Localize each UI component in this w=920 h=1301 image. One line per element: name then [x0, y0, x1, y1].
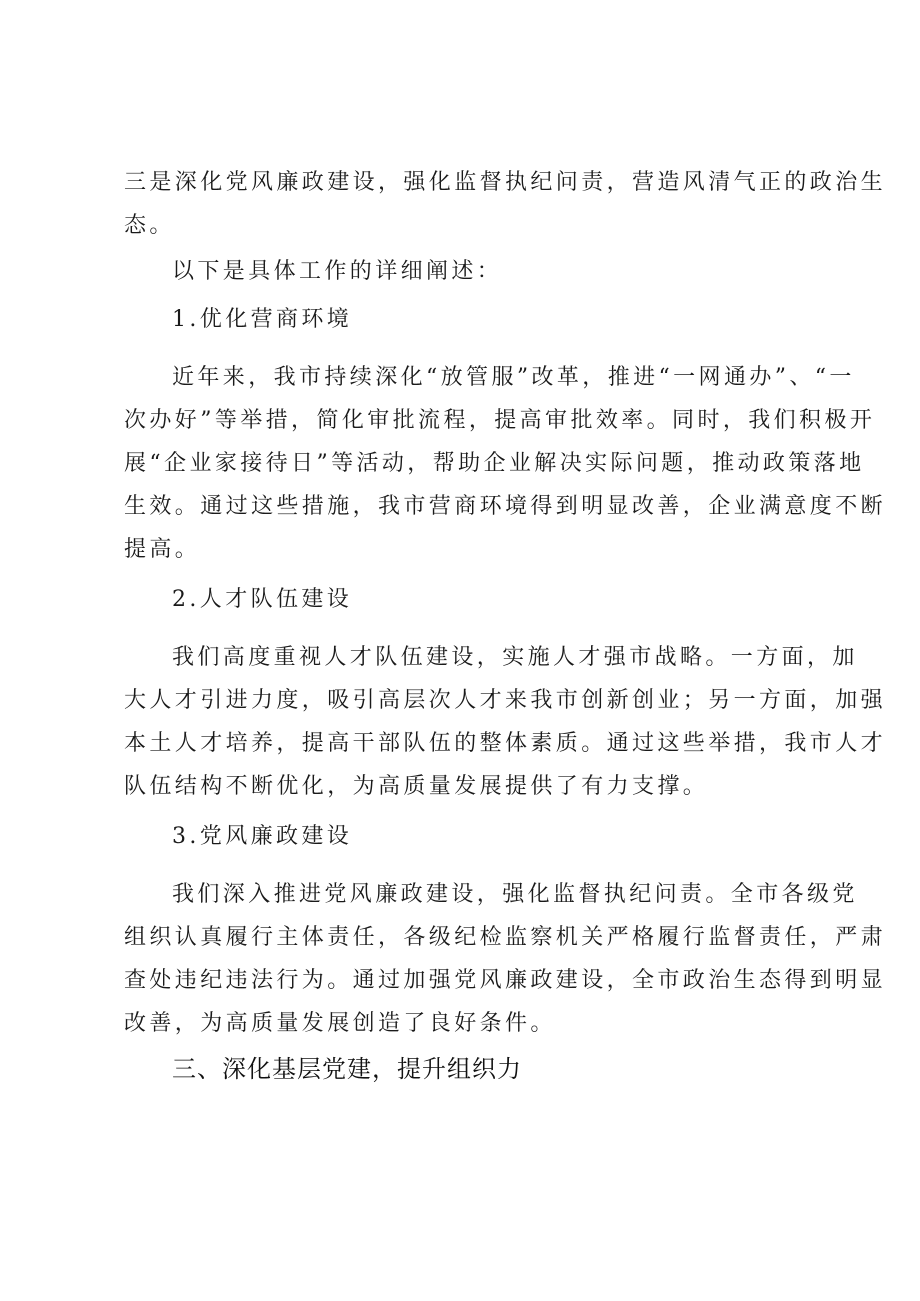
section-title: 3.党风廉政建设: [172, 824, 353, 849]
paragraph-line: 本土人才培养，提高干部队伍的整体素质。通过这些举措，我市人才: [124, 731, 887, 756]
paragraph-line: 提高。: [124, 537, 201, 562]
section-heading: 三、深化基层党建，提升组织力: [172, 1055, 522, 1083]
section-title: 1.优化营商环境: [172, 307, 353, 332]
lead-paragraph: 以下是具体工作的详细阐述：: [172, 259, 503, 284]
section-title: 2.人才队伍建设: [172, 587, 353, 612]
paragraph-line: 我们高度重视人才队伍建设，实施人才强市战略。一方面，加: [172, 645, 858, 670]
paragraph-line: 近年来，我市持续深化“放管服”改革，推进“一网通办”、“一: [172, 365, 855, 390]
paragraph-line: 展“企业家接待日”等活动，帮助企业解决实际问题，推动政策落地: [124, 451, 865, 476]
intro-line: 态。: [124, 213, 175, 238]
paragraph-line: 队伍结构不断优化，为高质量发展提供了有力支撑。: [124, 774, 709, 799]
intro-line: 三是深化党风廉政建设，强化监督执纪问责，营造风清气正的政治生: [124, 170, 887, 195]
paragraph-line: 我们深入推进党风廉政建设，强化监督执纪问责。全市各级党: [172, 882, 858, 907]
paragraph-line: 生效。通过这些措施，我市营商环境得到明显改善，企业满意度不断: [124, 494, 887, 519]
paragraph-line: 次办好”等举措，简化审批流程，提高审批效率。同时，我们积极开: [124, 408, 876, 433]
paragraph-line: 查处违纪违法行为。通过加强党风廉政建设，全市政治生态得到明显: [124, 968, 887, 993]
paragraph-line: 改善，为高质量发展创造了良好条件。: [124, 1011, 556, 1036]
paragraph-line: 大人才引进力度，吸引高层次人才来我市创新创业；另一方面，加强: [124, 688, 887, 713]
paragraph-line: 组织认真履行主体责任，各级纪检监察机关严格履行监督责任，严肃: [124, 925, 887, 950]
